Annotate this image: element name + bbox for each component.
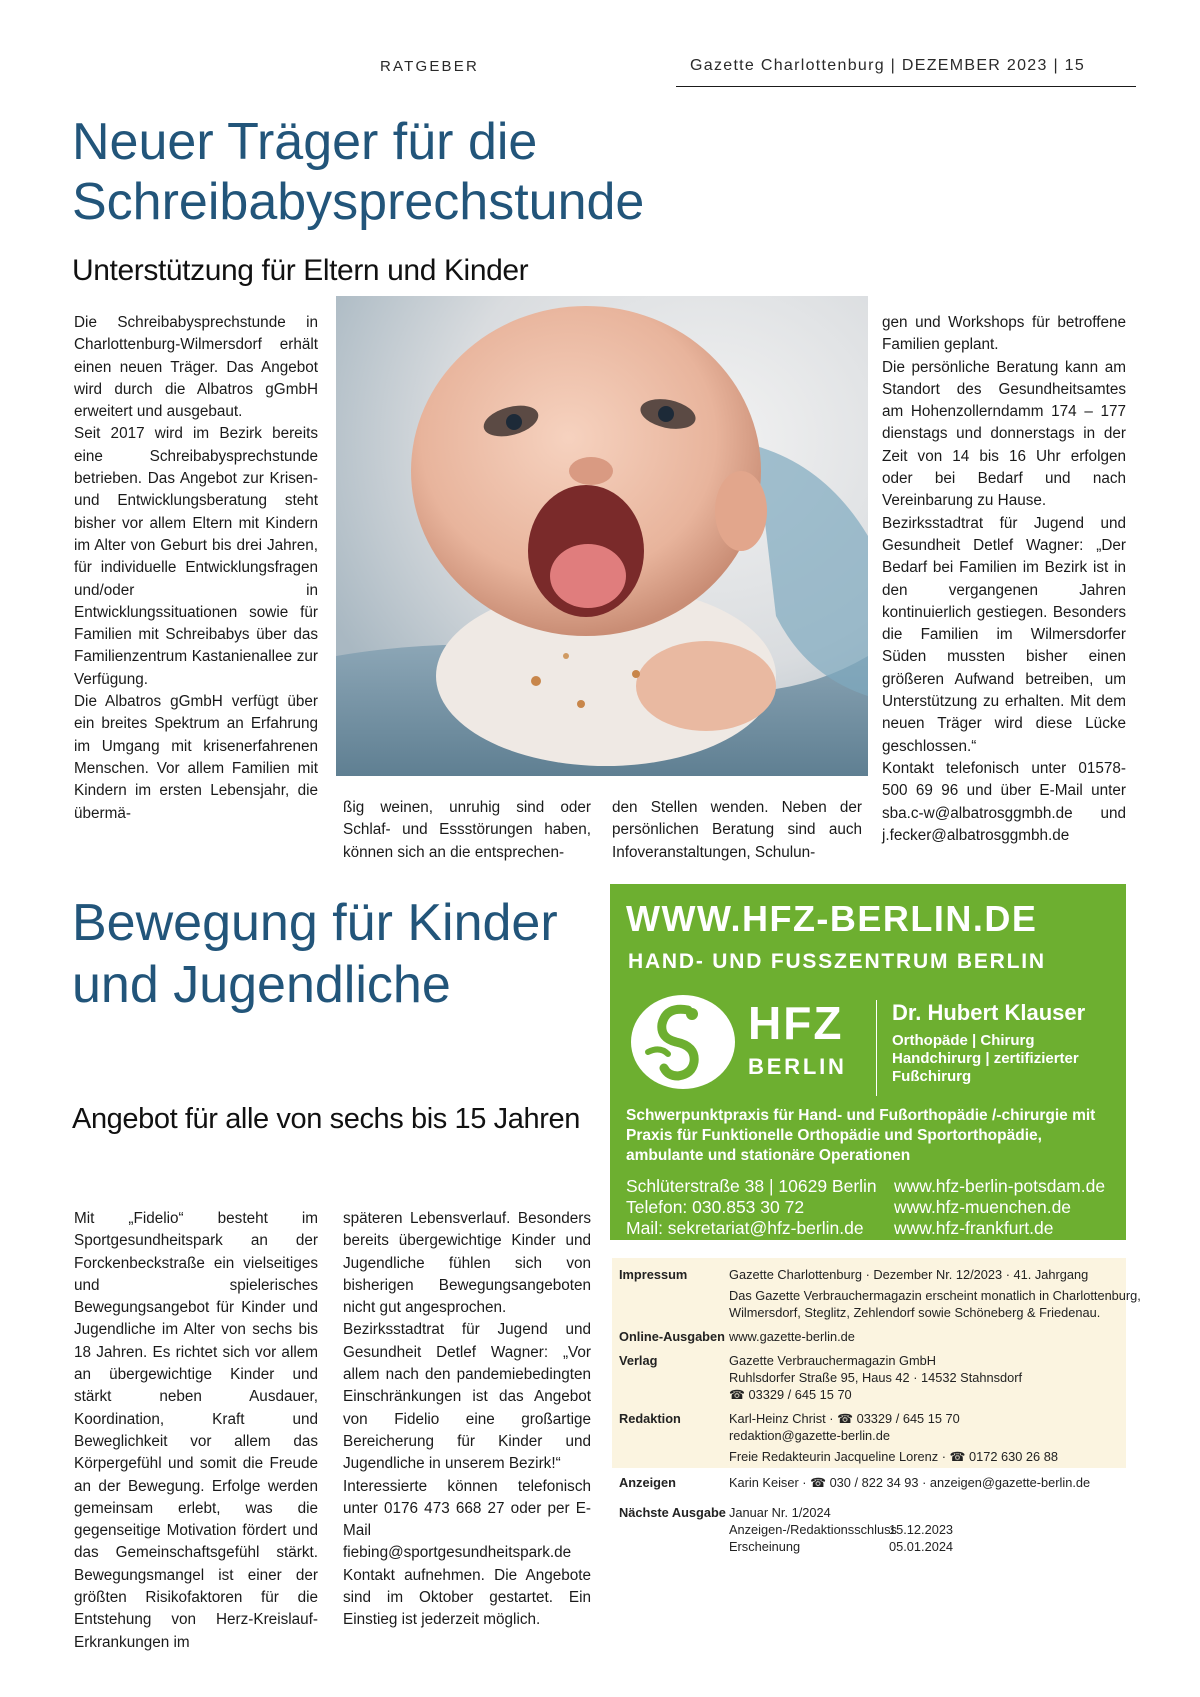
publication-info: Gazette Charlottenburg | DEZEMBER 2023 | 15 <box>690 57 1086 74</box>
ad-phone-line[interactable]: Telefon: 030.853 30 72 <box>626 1197 805 1217</box>
release-label: Erscheinung <box>729 1539 801 1554</box>
paragraph: Die Schreibabysprechstunde in Charlottenburg-Wilmersdorf erhält einen neuen Träger. Das Angebot wird durch die Albatros gGmbH erweitert und ausgebaut. <box>74 314 318 421</box>
paragraph: Bezirksstadtrat für Jugend und Gesundheit Detlef Wagner: „Vor allem nach den pandemiebedingten Einschränkungen ist das Angebot von Fidelio eine großartige Bereicherung für Kinder und Jugendliche in unserem Bezirk!“ <box>343 1321 591 1473</box>
verlag-phone: ☎ 03329 / 645 15 70 <box>729 1387 852 1402</box>
ad-website-link[interactable]: www.hfz-berlin-potsdam.de <box>894 1176 1106 1196</box>
verlag-value: Gazette Verbrauchermagazin GmbH <box>729 1353 936 1368</box>
ad-logo-text: HFZ <box>748 997 844 1049</box>
article2-title: Bewegung für Kinder und Jugendliche <box>72 894 558 1014</box>
impressum-label: Impressum <box>619 1267 688 1282</box>
redaktion-mail[interactable]: redaktion@gazette-berlin.de <box>729 1428 890 1443</box>
ad-specialties: Orthopäde | Chirurg Handchirurg | zertifizierter Fußchirurg <box>892 1032 1079 1085</box>
header-rule <box>676 86 1136 87</box>
paragraph: späteren Lebensverlauf. Besonders bereits übergewichtige Kinder und Jugendliche fühlen sich von bisherigen Bewegungsangeboten nicht gut angesprochen. <box>343 1210 591 1317</box>
article1-title: Neuer Träger für die Schreibabysprechstunde <box>72 113 645 231</box>
ad-tagline: HAND- UND FUSSZENTRUM BERLIN <box>628 950 1046 973</box>
redaktion-label: Redaktion <box>619 1411 681 1426</box>
article1-column-1 <box>74 312 318 825</box>
article2-column-2 <box>343 1208 591 1632</box>
paragraph: Die persönliche Beratung kann am Standort des Gesundheitsamtes am Hohenzollerndamm 174 – 177 dienstags und donnerstags in der Zeit von 14 bis 16 Uhr erfolgen oder bei Bedarf und nach Vereinbarung zu Hause. <box>882 358 1126 510</box>
ad-website-link[interactable]: www.hfz-frankfurt.de <box>894 1218 1054 1238</box>
baby-photo-illustration <box>336 296 868 776</box>
article2-column-1: Mit „Fidelio“ besteht im Sportgesundheitspark an der Forckenbeckstraße ein vielseitiges und spielerisches Bewegungsangebot für Kinder und Jugendliche im Alter von sechs bis 18 Jahren. Es richtet sich vor allem an übergewichtige Kinder und stärkt neben Ausdauer, Koordination, Kraft und Beweglichkeit vor allem das Körpergefühl und somit die Freude an der Bewegung. Erfolge werden gemeinsam erlebt, was die gegenseitige Motivation fördert und das Gemeinschaftsgefühl stärkt. Bewegungsmangel ist einer der größten Risikofaktoren für die Entstehung von Herz-Kreislauf- Erkrankungen im <box>74 1210 318 1651</box>
next-issue-label: Nächste Ausgabe <box>619 1505 726 1520</box>
article1-column-2: ßig weinen, unruhig sind oder Schlaf- und Essstörungen haben, können sich an die entsprechen- <box>343 799 591 861</box>
impressum-value: Das Gazette Verbrauchermagazin erscheint monatlich in Charlottenburg, <box>729 1288 1141 1303</box>
anzeigen-label: Anzeigen <box>619 1475 676 1490</box>
section-label: RATGEBER <box>380 58 480 75</box>
ad-doctor-name: Dr. Hubert Klauser <box>892 1000 1086 1025</box>
paragraph: gen und Workshops für betroffene Familien geplant. <box>882 314 1126 354</box>
anzeigen-value: Karin Keiser · ☎ 030 / 822 34 93 · anzeigen@gazette-berlin.de <box>729 1475 1091 1490</box>
ad-website-list <box>894 1176 1122 1239</box>
ad-address-line: Schlüterstraße 38 | 10629 Berlin <box>626 1176 877 1196</box>
crying-baby-photo <box>336 296 868 776</box>
online-link[interactable]: www.gazette-berlin.de <box>729 1329 855 1344</box>
ad-logo-subtext: BERLIN <box>748 1054 847 1079</box>
article1-subtitle: Unterstützung für Eltern und Kinder <box>72 254 529 287</box>
ad-divider <box>876 1000 877 1096</box>
article1-column-4 <box>882 312 1126 847</box>
online-label: Online-Ausgaben <box>619 1329 725 1344</box>
article2-subtitle: Angebot für alle von sechs bis 15 Jahren <box>72 1103 580 1135</box>
ad-contact <box>626 1176 877 1239</box>
ad-description: Schwerpunktpraxis für Hand- und Fußorthopädie /-chirurgie mit Praxis für Funktionelle Orthopädie und Sportorthopädie, ambulante und stationäre Operationen <box>626 1107 1096 1164</box>
article1-column-3: den Stellen wenden. Neben der persönlichen Beratung sind auch Infoveranstaltungen, Schulun- <box>612 799 862 861</box>
paragraph: Bezirksstadtrat für Jugend und Gesundheit Detlef Wagner: „Der Bedarf bei Familien im Bezirk ist in den vergangenen Jahren kontinuierlich gestiegen. Besonders die Familien im Wilmersdorfer Süden mussten bisher einen größeren Aufwand betreiben, um Unterstützung zu erhalten. Mit dem neuen Träger wird diese Lücke geschlossen.“ <box>882 514 1126 755</box>
impressum-value: Wilmersdorf, Steglitz, Zehlendorf sowie Schöneberg & Friedenau. <box>729 1305 1101 1320</box>
next-issue-value: Januar Nr. 1/2024 <box>729 1505 831 1520</box>
verlag-label: Verlag <box>619 1353 658 1368</box>
release-value: 05.01.2024 <box>889 1539 954 1554</box>
ad-url[interactable]: WWW.HFZ-BERLIN.DE <box>626 898 1038 939</box>
verlag-value: Ruhlsdorfer Straße 95, Haus 42 · 14532 Stahnsdorf <box>729 1370 1023 1385</box>
paragraph: Seit 2017 wird im Bezirk bereits eine Schreibabysprechstunde betrieben. Das Angebot zur Krisen- und Entwicklungsberatung steht bisher vor allem Eltern mit Kindern im Alter von Geburt bis drei Jahren, für individuelle Entwicklungsfragen und/oder in Entwicklungssituationen sowie für Familien mit Schreibabys über das Familienzentrum Kastanienallee zur Verfügung. <box>74 425 318 688</box>
impressum-box <box>612 1258 1141 1468</box>
hfz-advertisement[interactable] <box>610 884 1126 1240</box>
hfz-logo-icon <box>628 992 738 1092</box>
deadline-value: 15.12.2023 <box>889 1522 954 1537</box>
paragraph: Interessierte können telefonisch unter 0176 473 668 27 oder per E-Mail fiebing@sportgesundheitspark.de Kontakt aufnehmen. Die Angebote sind im Oktober gestartet. Ein Einstieg ist jederzeit möglich. <box>343 1477 591 1629</box>
impressum-value: Gazette Charlottenburg · Dezember Nr. 12/2023 · 41. Jahrgang <box>729 1267 1089 1282</box>
paragraph: Die Albatros gGmbH verfügt über ein breites Spektrum an Erfahrung im Umgang mit krisenerfahrenen Menschen. Vor allem Familien mit Kindern im ersten Lebensjahr, die übermä- <box>74 693 318 822</box>
ad-website-link[interactable]: www.hfz-muenchen.de <box>894 1197 1072 1217</box>
ad-mail-line[interactable]: Mail: sekretariat@hfz-berlin.de <box>626 1218 864 1238</box>
redaktion-freelancer: Freie Redakteurin Jacqueline Lorenz · ☎ 0172 630 26 88 <box>729 1449 1058 1464</box>
impressum-lower <box>612 1474 1126 1564</box>
deadline-label: Anzeigen-/Redaktionsschluss <box>729 1522 897 1537</box>
paragraph: Kontakt telefonisch unter 01578-500 69 96 und über E-Mail unter sba.c-w@albatrosggmbh.de und j.fecker@albatrosggmbh.de <box>882 759 1126 844</box>
redaktion-value: Karl-Heinz Christ · ☎ 03329 / 645 15 70 <box>729 1411 960 1426</box>
